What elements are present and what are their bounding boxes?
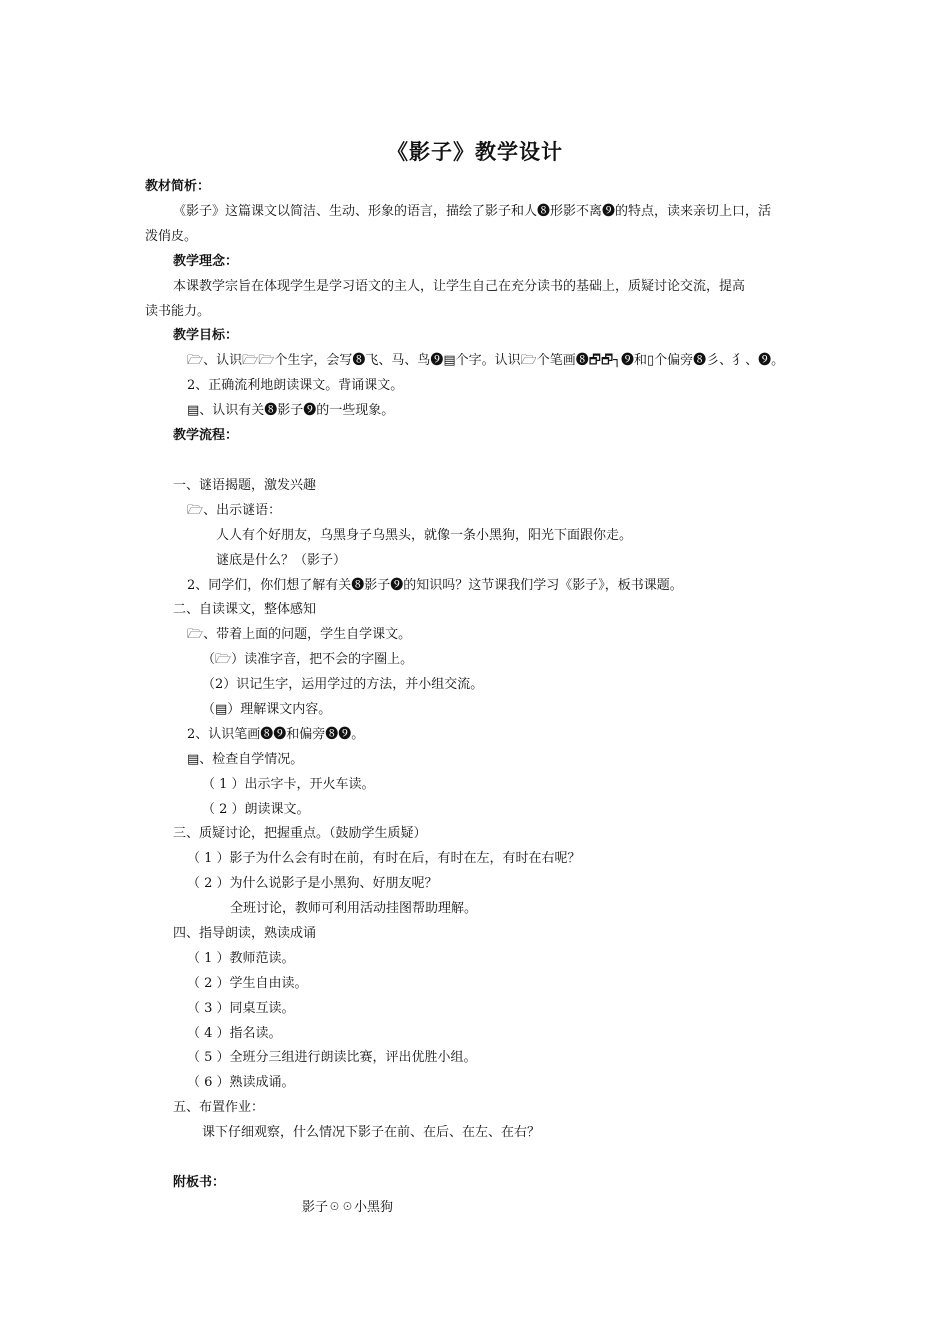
list-item: （ 3 ）同桌互读。	[187, 1001, 295, 1016]
list-item: （ 4 ）指名读。	[187, 1026, 282, 1041]
sub-list-item: （2）识记生字，运用学过的方法，并小组交流。	[202, 677, 484, 692]
list-item: （ 2 ）为什么说影子是小黑狗、好朋友呢？	[187, 876, 438, 891]
sub-list-item: （🗁）读准字音，把不会的字圈上。	[202, 652, 414, 667]
heading-material-analysis: 教材简析：	[145, 179, 211, 194]
riddle-answer: 谜底是什么？（影子）	[216, 553, 347, 568]
list-item: （ 6 ）熟读成诵。	[187, 1075, 295, 1090]
riddle-text: 人人有个好朋友，乌黑身子乌黑头，就像一条小黑狗，阳光下面跟你走。	[216, 528, 633, 543]
section-heading: 四、指导朗读，熟读成诵	[173, 926, 317, 941]
list-item: 2、认识笔画❽❾和偏旁❽❾。	[187, 727, 365, 742]
heading-board-writing: 附板书：	[173, 1175, 226, 1190]
list-item: ▤、检查自学情况。	[187, 752, 304, 767]
section-heading: 二、自读课文，整体感知	[173, 602, 317, 617]
list-item: 🗁、带着上面的问题，学生自学课文。	[187, 627, 412, 642]
material-paragraph-line: 泼俏皮。	[145, 229, 198, 244]
section-heading: 一、谜语揭题，激发兴趣	[173, 478, 317, 493]
list-item: 2、同学们，你们想了解有关❽影子❾的知识吗？这节课我们学习《影子》，板书课题。	[187, 578, 683, 593]
goal-item: 2、正确流利地朗读课文。背诵课文。	[187, 378, 404, 393]
heading-teaching-flow: 教学流程：	[173, 428, 239, 443]
list-item: （ 1 ）影子为什么会有时在前，有时在后，有时在左，有时在右呢？	[187, 851, 581, 866]
page-title: 《影子》教学设计	[387, 139, 563, 164]
material-paragraph-line: 《影子》这篇课文以简洁、生动、形象的语言，描绘了影子和人❽形影不离❾的特点，读来亲切上口，活	[173, 204, 772, 219]
list-item: 🗁、出示谜语：	[187, 503, 282, 518]
concept-paragraph-line: 本课教学宗旨在体现学生是学习语文的主人，让学生自己在充分读书的基础上，质疑讨论交流，提高	[173, 279, 746, 294]
sub-list-item: （▤）理解课文内容。	[202, 702, 332, 717]
section-heading: 三、质疑讨论，把握重点。（鼓励学生质疑）	[173, 826, 427, 841]
sub-list-item: （ 2 ）朗读课文。	[202, 802, 310, 817]
board-writing-text: 影子☉☉小黑狗	[302, 1200, 394, 1215]
goal-item: ▤、认识有关❽影子❾的一些现象。	[187, 403, 395, 418]
heading-teaching-concept: 教学理念：	[173, 254, 239, 269]
heading-teaching-goals: 教学目标：	[173, 328, 239, 343]
note-text: 全班讨论，教师可利用活动挂图帮助理解。	[230, 901, 478, 916]
homework-text: 课下仔细观察，什么情况下影子在前、在后、在左、在右？	[202, 1125, 541, 1140]
sub-list-item: （ 1 ）出示字卡，开火车读。	[202, 777, 375, 792]
list-item: （ 2 ）学生自由读。	[187, 976, 308, 991]
concept-paragraph-line: 读书能力。	[145, 304, 211, 319]
section-heading: 五、布置作业：	[173, 1100, 265, 1115]
goal-item: 🗁、认识🗁🗁个生字，会写❽飞、马、鸟❾▤个字。认识🗁个笔画❽🗗🗗┐❾和▯个偏旁❽彡、犭、❾。	[187, 353, 785, 368]
list-item: （ 1 ）教师范读。	[187, 951, 295, 966]
list-item: （ 5 ）全班分三组进行朗读比赛，评出优胜小组。	[187, 1050, 477, 1065]
